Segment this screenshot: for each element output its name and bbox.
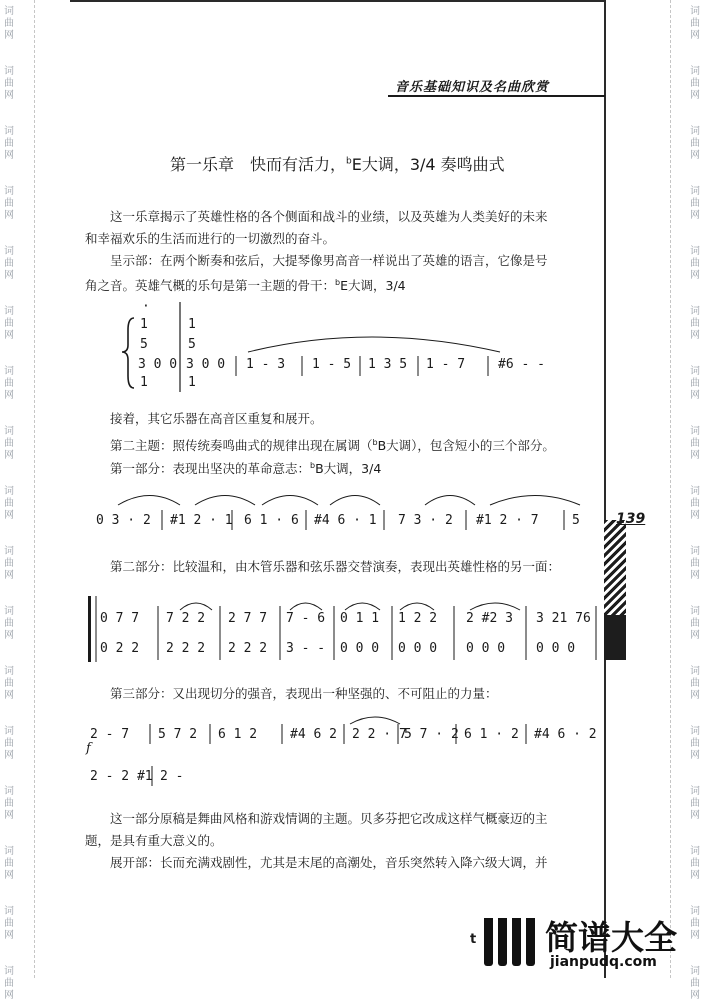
melody-measure: 5 — [572, 513, 580, 528]
watermark-char: 网 — [4, 30, 14, 41]
melody-measure: #6 - - — [498, 357, 545, 372]
lower-measure: 0 0 0 — [398, 641, 438, 656]
watermark-char: 网 — [4, 210, 14, 221]
watermark-char: 网 — [690, 750, 700, 761]
watermark-char: 词 — [690, 666, 700, 677]
watermark-char: 网 — [4, 810, 14, 821]
melody-measure: #1 2 · 7 — [476, 513, 539, 528]
watermark-char: 曲 — [690, 198, 700, 209]
upper-measure: 1 2 2 — [398, 611, 438, 626]
upper-measure: 0 1 1 — [340, 611, 380, 626]
watermark-char: 曲 — [4, 318, 14, 329]
watermark-char: 网 — [4, 270, 14, 281]
lower-measure: 2 2 2 — [228, 641, 268, 656]
slur — [195, 496, 255, 506]
chord-note: 1 — [188, 375, 196, 390]
watermark-char: 词 — [4, 126, 14, 137]
melody-measure: 1 3 5 — [368, 357, 408, 372]
watermark-char: 词 — [690, 606, 700, 617]
watermark-char: 网 — [690, 690, 700, 701]
text-line: 和幸福欢乐的生活而进行的一切激烈的奋斗。 — [85, 231, 336, 246]
watermark-char: 词 — [690, 966, 700, 977]
text-line: 第二主题：照传统奏鸣曲式的规律出现在属调（$^b$B大调），包含短小的三个部分。 — [110, 438, 555, 454]
lower-measure: 0 0 0 — [340, 641, 380, 656]
watermark-char: 曲 — [690, 378, 700, 389]
upper-measure: 7 - 6 — [286, 611, 326, 626]
watermark-char: 网 — [4, 330, 14, 341]
watermark-char: 网 — [4, 750, 14, 761]
text-line: 接着，其它乐器在高音区重复和展开。 — [110, 411, 323, 426]
slur — [425, 496, 475, 506]
watermark-char: 网 — [690, 990, 700, 1001]
watermark-char: 曲 — [4, 378, 14, 389]
slur — [400, 603, 434, 610]
melody-measure: 5 7 2 — [158, 727, 198, 742]
chord-note: 1 — [140, 375, 148, 390]
lower-measure: 0 0 0 — [466, 641, 506, 656]
slur — [118, 496, 180, 506]
watermark-char: 词 — [690, 366, 700, 377]
melody-measure: 5 7 · 2 — [404, 727, 459, 742]
watermark-char: 词 — [690, 186, 700, 197]
text-line: 展开部：长而充满戏剧性，尤其是末尾的高潮处，音乐突然转入降六级大调，并 — [110, 855, 548, 870]
watermark-char: 网 — [690, 630, 700, 641]
watermark-char: 网 — [690, 810, 700, 821]
watermark-char: 曲 — [690, 918, 700, 929]
watermark-char: 曲 — [690, 138, 700, 149]
watermark-char: 网 — [4, 570, 14, 581]
chord-note: 1 — [188, 317, 196, 332]
melody-measure: 0 3 · 2 — [96, 513, 151, 528]
watermark-char: 网 — [690, 210, 700, 221]
watermark-char: 曲 — [4, 618, 14, 629]
logo-brand: 简谱大全 — [545, 918, 677, 957]
watermark-char: 网 — [690, 150, 700, 161]
watermark-char: 网 — [4, 690, 14, 701]
watermark-char: 词 — [4, 966, 14, 977]
watermark-char: 词 — [4, 186, 14, 197]
melody-measure: #4 6 2 — [290, 727, 337, 742]
watermark-char: 网 — [690, 870, 700, 881]
watermark-char: 曲 — [690, 258, 700, 269]
text-line: 题，是具有重大意义的。 — [85, 833, 223, 848]
watermark-char: 网 — [690, 510, 700, 521]
watermark-char: 词 — [690, 246, 700, 257]
watermark-char: 曲 — [4, 918, 14, 929]
chord-note: 3 0 0 — [138, 357, 178, 372]
lower-measure: 0 0 0 — [536, 641, 576, 656]
melody-measure: 2 - 2 #1 — [90, 769, 153, 784]
upper-measure: 3 21 76 — [536, 611, 591, 626]
text-line: 这一乐章揭示了英雄性格的各个侧面和战斗的业绩，以及英雄为人类美好的未来 — [110, 209, 548, 224]
watermark-char: 网 — [4, 390, 14, 401]
slur — [290, 603, 322, 610]
watermark-char: 词 — [4, 666, 14, 677]
watermark-char: 曲 — [4, 558, 14, 569]
watermark-char: 词 — [690, 66, 700, 77]
watermark-char: 网 — [4, 930, 14, 941]
watermark-char: 词 — [4, 66, 14, 77]
site-logo — [480, 910, 690, 978]
watermark-char: 曲 — [690, 738, 700, 749]
watermark-char: 词 — [690, 426, 700, 437]
watermark-char: 曲 — [690, 558, 700, 569]
watermark-char: 曲 — [4, 438, 14, 449]
watermark-char: 词 — [690, 126, 700, 137]
watermark-char: 曲 — [690, 498, 700, 509]
watermark-char: 网 — [4, 90, 14, 101]
watermark-char: 网 — [4, 150, 14, 161]
watermark-char: 网 — [690, 390, 700, 401]
chapter-title: 第一乐章 快而有活力，$^b$E大调，3/4 奏鸣曲式 — [170, 155, 505, 174]
slur — [470, 603, 520, 610]
watermark-char: 网 — [690, 930, 700, 941]
watermark-char: 曲 — [690, 858, 700, 869]
watermark-char: 词 — [4, 786, 14, 797]
dynamic-mark: f — [86, 741, 91, 756]
watermark-char: 网 — [4, 630, 14, 641]
watermark-char: 词 — [4, 426, 14, 437]
watermark-char: 词 — [690, 6, 700, 17]
logo-url: jianpudq.com — [550, 954, 657, 970]
upper-measure: 0 7 7 — [100, 611, 140, 626]
watermark-char: 曲 — [4, 258, 14, 269]
melody-measure: 2 2 · 7 — [352, 727, 407, 742]
text-line: 角之音。英雄气概的乐句是第一主题的骨干：$^b$E大调，3/4 — [85, 278, 406, 294]
watermark-char: 曲 — [690, 78, 700, 89]
melody-measure: 2 - 7 — [90, 727, 130, 742]
text-line: 呈示部：在两个断奏和弦后，大提琴像男高音一样说出了英雄的语言，它像是号 — [110, 253, 548, 268]
slur — [262, 496, 318, 506]
stray-mark: t — [470, 932, 477, 947]
page-number: 139 — [616, 511, 646, 527]
watermark-char: 曲 — [690, 618, 700, 629]
lower-measure: 2 2 2 — [166, 641, 206, 656]
watermark-char: 曲 — [4, 738, 14, 749]
melody-measure: 6 1 2 — [218, 727, 258, 742]
melody-measure: 1 - 7 — [426, 357, 466, 372]
melody-measure: #1 2 · 1 — [170, 513, 233, 528]
watermark-char: 词 — [4, 546, 14, 557]
lower-measure: 0 2 2 — [100, 641, 140, 656]
score-brace — [122, 318, 134, 388]
watermark-char: 网 — [4, 870, 14, 881]
watermark-char: 词 — [4, 486, 14, 497]
piano-icon — [480, 914, 540, 974]
score-theme-one — [122, 299, 545, 392]
melody-measure: #4 6 · 2 — [534, 727, 597, 742]
watermark-char: 网 — [690, 30, 700, 41]
watermark-char: 网 — [690, 450, 700, 461]
watermark-char: 网 — [690, 270, 700, 281]
lower-measure: 3 - - — [286, 641, 326, 656]
watermark-char: 词 — [690, 306, 700, 317]
slur — [345, 603, 380, 610]
watermark-char: 曲 — [690, 978, 700, 989]
watermark-char: 词 — [690, 726, 700, 737]
watermark-char: 网 — [4, 450, 14, 461]
slur — [350, 717, 400, 724]
text-line: 第一部分：表现出坚决的革命意志：$^b$B大调，3/4 — [110, 461, 382, 477]
watermark-char: 词 — [690, 546, 700, 557]
watermark-char: 曲 — [4, 798, 14, 809]
upper-measure: 2 7 7 — [228, 611, 268, 626]
melody-measure: 7 3 · 2 — [398, 513, 453, 528]
watermark-char: 网 — [690, 90, 700, 101]
melody-measure: 2 - — [160, 769, 184, 784]
watermark-char: 曲 — [690, 798, 700, 809]
slur — [330, 496, 380, 506]
running-header-title: 音乐基础知识及名曲欣赏 — [395, 80, 550, 95]
melody-measure: 6 1 · 2 — [464, 727, 519, 742]
system-bracket — [88, 596, 91, 662]
watermark-char: 词 — [4, 306, 14, 317]
upper-measure: 7 2 2 — [166, 611, 206, 626]
watermark-char: 网 — [4, 990, 14, 1001]
watermark-char: 网 — [690, 570, 700, 581]
watermark-char: 词 — [4, 606, 14, 617]
watermark-char: 词 — [4, 906, 14, 917]
slur — [248, 337, 500, 352]
watermark-char: 词 — [4, 366, 14, 377]
chord-note: 5 — [188, 337, 196, 352]
upper-measure: 2 #2 3 — [466, 611, 513, 626]
watermark-char: 曲 — [690, 318, 700, 329]
slur — [180, 603, 212, 610]
chord-note: 3 0 0 — [186, 357, 226, 372]
watermark-char: 曲 — [690, 18, 700, 29]
score-part-one — [96, 496, 580, 531]
watermark-char: 曲 — [4, 138, 14, 149]
watermark-char: 曲 — [4, 678, 14, 689]
watermark-char: 网 — [690, 330, 700, 341]
melody-measure: #4 6 · 1 — [314, 513, 377, 528]
watermark-char: 词 — [690, 486, 700, 497]
chord-note: 1 — [140, 317, 148, 332]
watermark-char: 曲 — [690, 678, 700, 689]
watermark-char: 词 — [690, 846, 700, 857]
text-line: 第三部分：又出现切分的强音，表现出一种坚强的、不可阻止的力量： — [110, 686, 498, 701]
watermark-char: 曲 — [4, 78, 14, 89]
dot-mark: · — [142, 299, 150, 314]
chord-note: 5 — [140, 337, 148, 352]
watermark-char: 网 — [4, 510, 14, 521]
watermark-char: 词 — [690, 786, 700, 797]
text-line: 第二部分：比较温和，由木管乐器和弦乐器交替演奏，表现出英雄性格的另一面： — [110, 559, 561, 574]
melody-measure: 1 - 5 — [312, 357, 352, 372]
watermark-char: 曲 — [4, 18, 14, 29]
slur — [490, 496, 580, 506]
text-line: 这一部分原稿是舞曲风格和游戏情调的主题。贝多芬把它改成这样气概豪迈的主 — [110, 811, 548, 826]
watermark-char: 曲 — [4, 978, 14, 989]
watermark-char: 曲 — [690, 438, 700, 449]
melody-measure: 6 1 · 6 — [244, 513, 299, 528]
watermark-char: 词 — [4, 6, 14, 17]
watermark-char: 词 — [4, 246, 14, 257]
melody-measure: 1 - 3 — [246, 357, 286, 372]
watermark-char: 词 — [4, 846, 14, 857]
watermark-char: 词 — [4, 726, 14, 737]
watermark-char: 曲 — [4, 858, 14, 869]
watermark-char: 曲 — [4, 498, 14, 509]
watermark-char: 曲 — [4, 198, 14, 209]
watermark-char: 词 — [690, 906, 700, 917]
